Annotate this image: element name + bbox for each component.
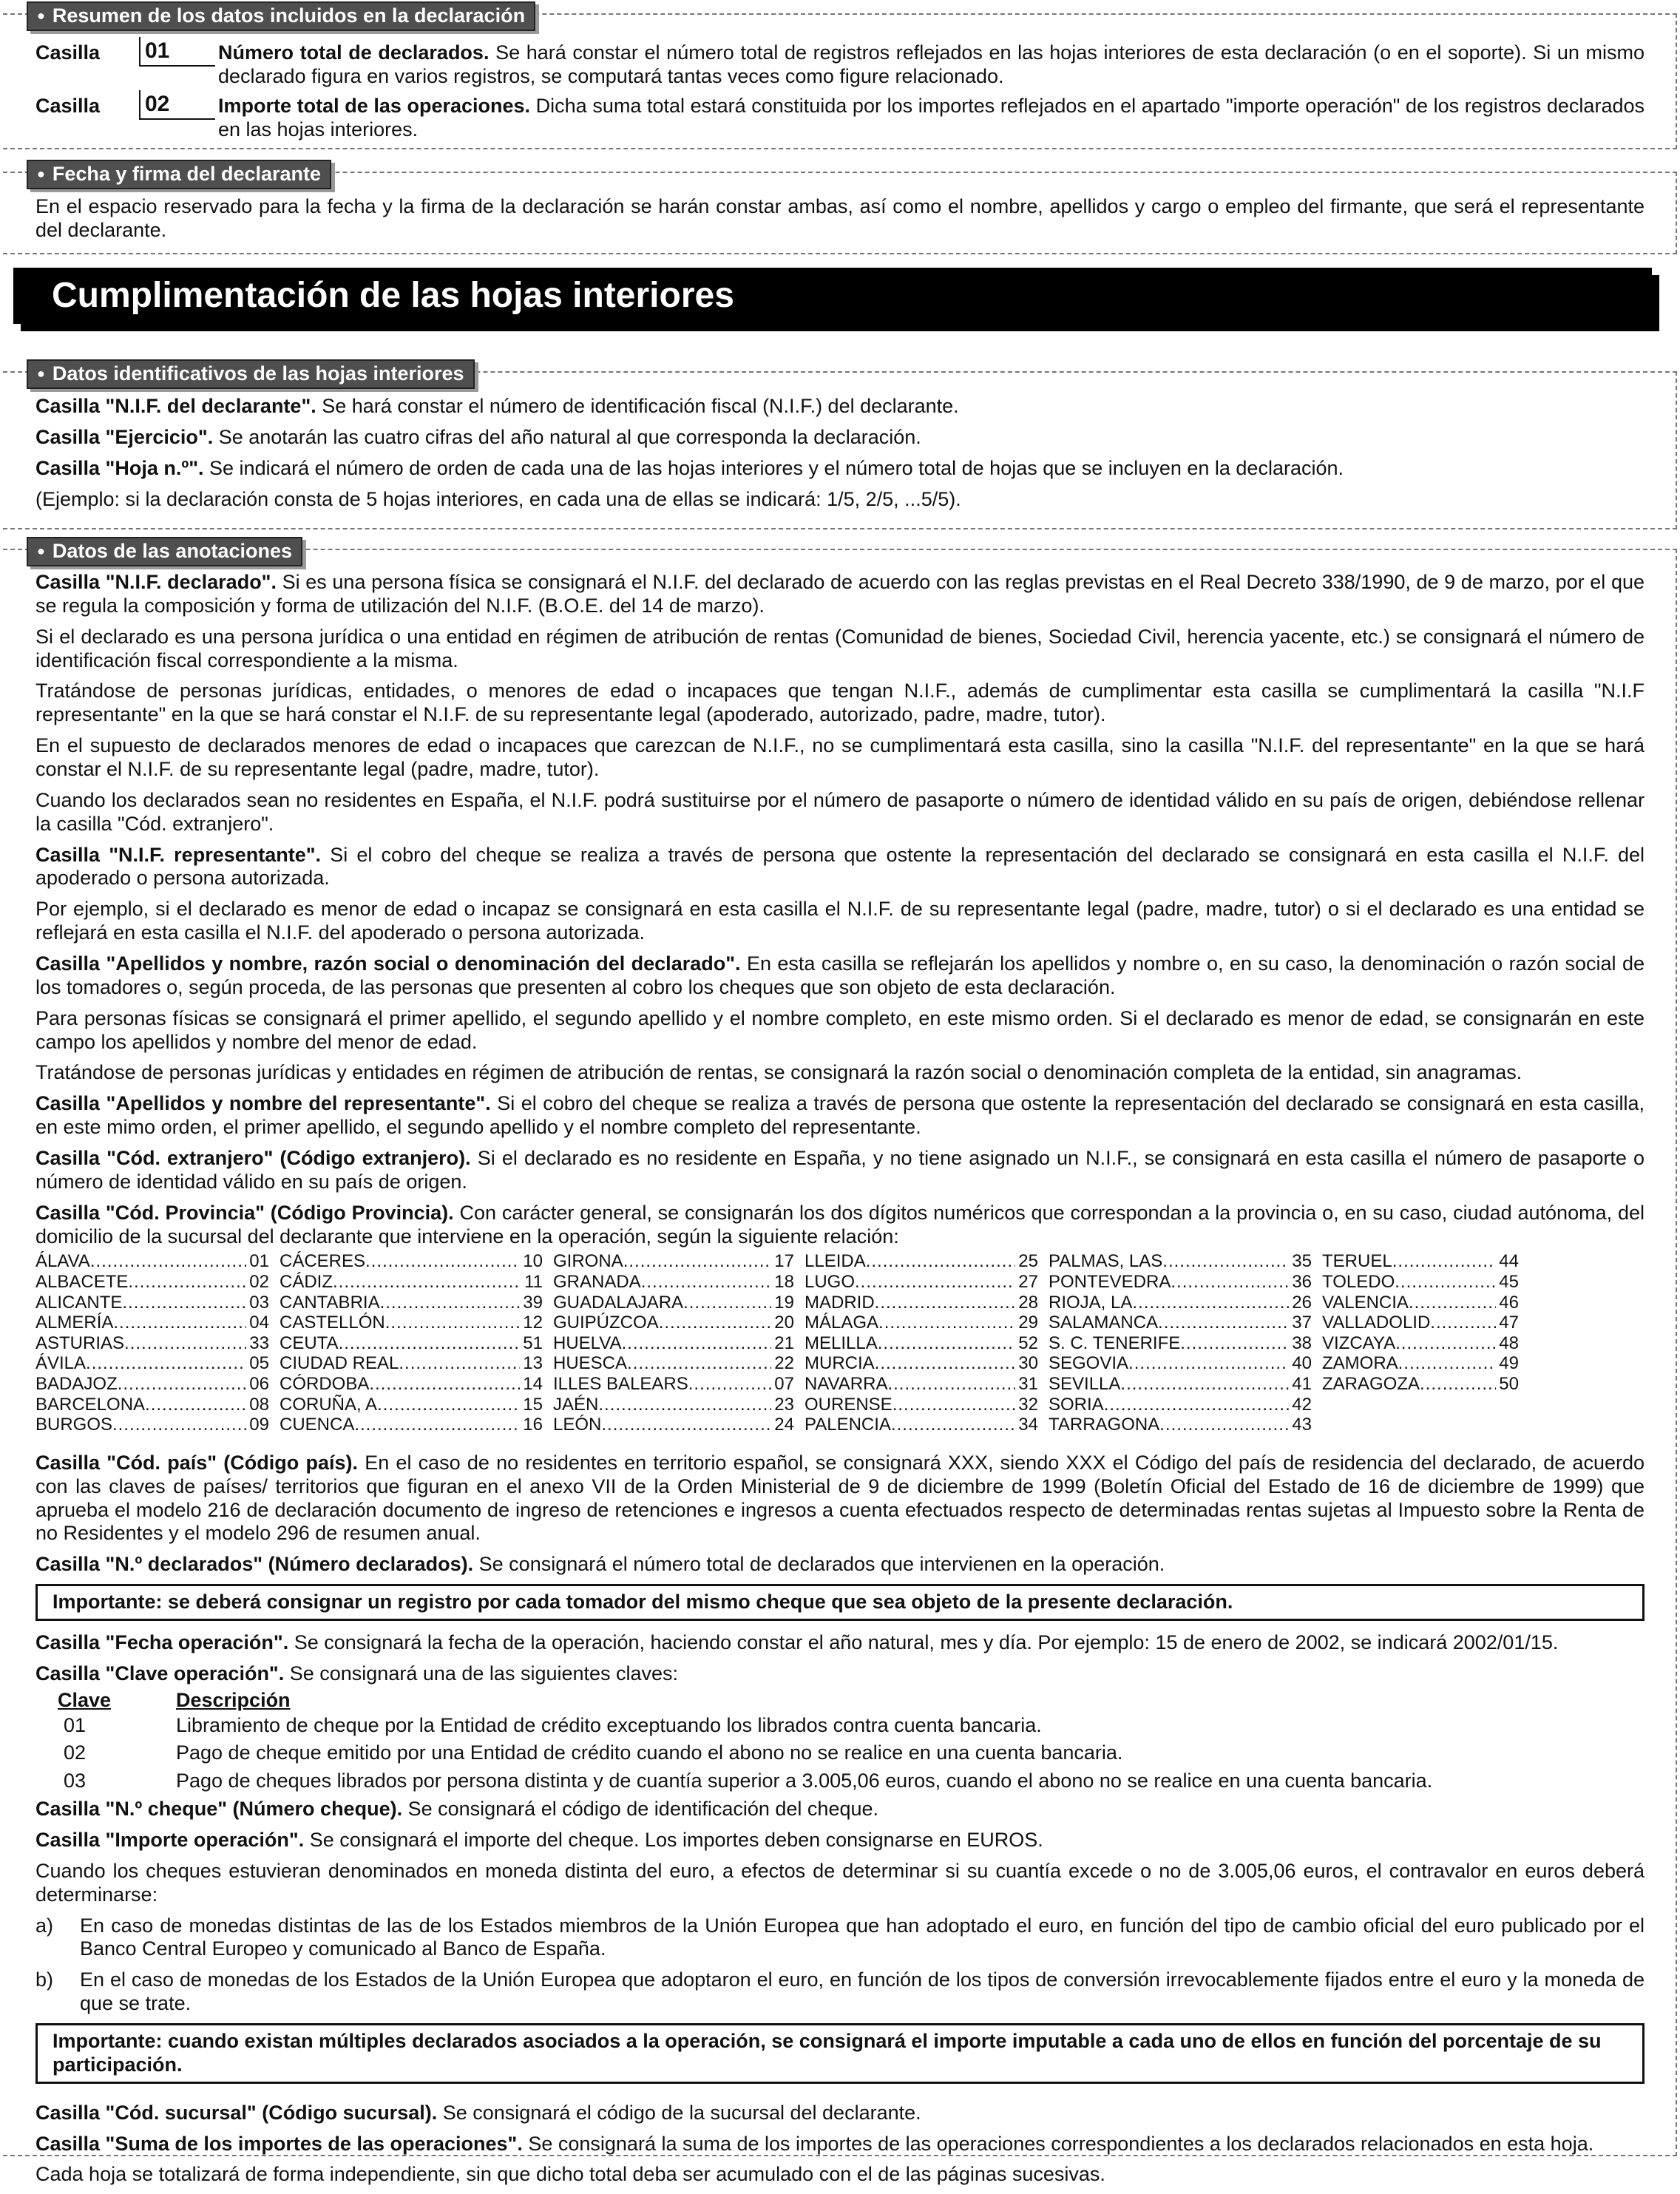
- provincia-entry: [1322, 1293, 1529, 1313]
- paragraph: Casilla "Cód. país" (Código país). En el caso de no residentes en territorio español, se consignará XXX, siendo XXX el Código del país de residencia del declarado, de acuerdo con las claves de países/ territorios que figuran en el anexo VII de la Orden Ministerial de 9 de diciembre de 1999 (Boletín Oficial del Estado de 16 de diciembre de 1999) que aprueba el modelo 216 de declaración documento de ingreso de retenciones e ingresos a cuenta efectuados respecto de determinadas rentas sujetas al Impuesto sobre la Renta de no Residentes y el modelo 296 de resumen anual.: [35, 1451, 1645, 1545]
- leader-dots: [878, 1313, 1015, 1333]
- provincia-name: TOLEDO: [1322, 1272, 1395, 1293]
- leader-dots: [878, 1333, 1016, 1354]
- provincia-name: SEGOVIA: [1049, 1353, 1129, 1374]
- provincia-code: 14: [523, 1374, 543, 1395]
- provincia-name: CUENCA: [280, 1415, 355, 1435]
- leader-dots: [385, 1313, 521, 1333]
- fecha-body: [35, 195, 1645, 250]
- provincia-entry: [35, 1333, 280, 1354]
- provincia-code: 36: [1292, 1272, 1312, 1293]
- provincia-code: 49: [1499, 1353, 1519, 1374]
- provincia-entry: [35, 1251, 280, 1272]
- provincia-entry: [280, 1272, 553, 1293]
- provincia-name: LUGO: [805, 1272, 856, 1293]
- provincia-entry: [35, 1395, 280, 1415]
- leader-dots: [598, 1395, 771, 1415]
- provincia-entry: [1322, 1353, 1529, 1374]
- fecha-text: En el espacio reservado para la fecha y la firma de la declaración se harán constar ambas, así como el nombre, apellidos y cargo o empleo del firmante, que será el representante del declarante.: [35, 195, 1645, 241]
- provincia-code: 48: [1499, 1333, 1519, 1353]
- provincia-name: CÁCERES: [280, 1251, 366, 1272]
- section-title-text: Cumplimentación de las hojas interiores: [52, 275, 734, 315]
- identificativos-header: [27, 359, 475, 389]
- provincia-entry: [35, 1313, 280, 1333]
- provincia-entry: [805, 1333, 1049, 1354]
- leader-dots: [1159, 1415, 1289, 1435]
- clave-header: Clave: [58, 1688, 112, 1711]
- provincia-code: 29: [1018, 1313, 1038, 1333]
- provincia-code: 06: [249, 1374, 269, 1395]
- provincia-entry: [1322, 1395, 1529, 1415]
- provincia-name: ALICANTE: [35, 1292, 123, 1313]
- paragraph: Casilla "Hoja n.º". Se indicará el número de orden de cada una de las hojas interiores y el número total de hojas que se incluyen en la declaración.: [35, 456, 1344, 479]
- paragraph: Casilla "N.º declarados" (Número declarados). Se consignará el número total de declarados que intervienen en la operación.: [35, 1553, 1165, 1576]
- provincia-code: 13: [523, 1353, 543, 1374]
- provincia-name: GRANADA: [553, 1272, 641, 1293]
- paragraph: Casilla "Cód. extranjero" (Código extranjero). Si el declarado es no residente en España, y no tiene asignado un N.I.F., se consignará en esta casilla el número de pasaporte o número de identidad válido en su país de origen.: [35, 1147, 1645, 1193]
- leader-dots: [891, 1415, 1015, 1435]
- provincia-code: 27: [1018, 1272, 1038, 1293]
- provincia-name: SALAMANCA: [1049, 1313, 1159, 1333]
- leader-dots: [1132, 1293, 1289, 1313]
- provincia-name: PALENCIA: [805, 1415, 891, 1435]
- leader-dots: [377, 1395, 520, 1415]
- casilla-title: Importe total de las operaciones.: [218, 95, 531, 117]
- paragraph: Casilla "N.I.F. del declarante". Se hará constar el número de identificación fiscal (N.I.F.) del declarante.: [35, 395, 959, 417]
- provincia-name: ALBACETE: [35, 1272, 129, 1293]
- bullet-icon: ●: [37, 366, 45, 382]
- bullet-icon: ●: [37, 166, 45, 182]
- leader-dots: [627, 1353, 771, 1374]
- provincia-name: CANTABRIA: [280, 1292, 380, 1313]
- paragraph: Cada hoja se totalizará de forma independiente, sin que dicho total deba ser acumulado con el de las páginas sucesivas.: [35, 2163, 1105, 2186]
- provincia-name: PONTEVEDRA: [1049, 1272, 1171, 1293]
- paragraph: En el supuesto de declarados menores de edad o incapaces que carezcan de N.I.F., no se cumplimentará esta casilla, sino la casilla "N.I.F. del representante" en la que se hará constar el N.I.F. de su representante legal (padre, madre, tutor).: [35, 734, 1645, 781]
- provincia-entry: [280, 1333, 553, 1354]
- provincia-name: VALENCIA: [1322, 1292, 1409, 1313]
- leader-dots: [659, 1313, 772, 1333]
- provincia-code: 34: [1018, 1415, 1038, 1435]
- provincia-name: GIRONA: [553, 1251, 623, 1272]
- provincia-entry: [1322, 1374, 1529, 1395]
- provincia-entry: [553, 1313, 805, 1333]
- provincia-code: 12: [523, 1313, 543, 1333]
- leader-dots: [866, 1251, 1016, 1272]
- leader-dots: [1104, 1395, 1290, 1415]
- provincia-code: 33: [249, 1333, 269, 1353]
- provincia-entry: [805, 1395, 1049, 1415]
- leader-dots: [122, 1293, 246, 1313]
- leader-dots: [1171, 1272, 1289, 1293]
- anotaciones-body: [35, 571, 1645, 2194]
- leader-dots: [892, 1395, 1016, 1415]
- leader-dots: [1395, 1272, 1496, 1293]
- provincia-entry: [805, 1313, 1049, 1333]
- leader-dots: [1392, 1251, 1497, 1272]
- leader-dots: [1430, 1313, 1496, 1333]
- provincia-code: 11: [524, 1272, 543, 1293]
- provincia-entry: [1322, 1251, 1529, 1272]
- provincia-name: PALMAS, LAS: [1049, 1251, 1163, 1272]
- leader-dots: [113, 1313, 246, 1333]
- provincia-name: BADAJOZ: [35, 1374, 118, 1395]
- provincia-entry: [280, 1251, 553, 1272]
- paragraph: (Ejemplo: si la declaración consta de 5 hojas interiores, en cada una de ellas se indicará: 1/5, 2/5, ...5/5).: [35, 487, 961, 510]
- provincia-name: RIOJA, LA: [1049, 1292, 1133, 1313]
- paragraph: Tratándose de personas jurídicas, entidades, o menores de edad o incapaces que tengan N.I.F., además de cumplimentar esta casilla se cumplimentará la casilla "N.I.F representante" en la que se hará constar el N.I.F. de su representante legal (apoderado, autorizado, padre, madre, tutor).: [35, 680, 1645, 726]
- provincia-entry: [553, 1395, 805, 1415]
- importante-box: Importante: cuando existan múltiples declarados asociados a la operación, se consignará el importe imputable a cada uno de ellos en función del porcentaje de su participación.: [35, 2023, 1645, 2084]
- leader-dots: [641, 1272, 772, 1293]
- leader-dots: [1398, 1353, 1497, 1374]
- casilla-label: Casilla: [35, 95, 101, 117]
- fecha-header: [27, 160, 331, 189]
- provincia-entry: [1049, 1395, 1322, 1415]
- provincia-name: S. C. TENERIFE: [1049, 1333, 1181, 1353]
- leader-dots: [601, 1415, 771, 1435]
- provincia-code: 37: [1292, 1313, 1312, 1333]
- provincia-entry: [1322, 1333, 1529, 1354]
- provincia-code: 23: [774, 1394, 794, 1415]
- leader-dots: [118, 1374, 247, 1395]
- bullet-icon: ●: [37, 544, 45, 559]
- leader-dots: [875, 1353, 1016, 1374]
- provincia-name: JAÉN: [553, 1394, 599, 1415]
- provincia-entry: [805, 1272, 1049, 1293]
- provincia-name: TERUEL: [1322, 1251, 1392, 1272]
- provincia-code: 45: [1499, 1272, 1519, 1293]
- paragraph: Para personas físicas se consignará el primer apellido, el segundo apellido y el nombre completo, en este mismo orden. Si el declarado es menor de edad, se consignarán en este campo los apellidos y nombre del menor de edad.: [35, 1006, 1645, 1053]
- provincia-code: 04: [249, 1313, 269, 1333]
- provincia-name: CÁDIZ: [280, 1272, 333, 1293]
- list-item: a) En caso de monedas distintas de las de los Estados miembros de la Unión Europea que han adoptado el euro, en función del tipo de cambio oficial del euro publicado por el Banco Central Europeo y comunicado al Banco de España.: [35, 1914, 1645, 1960]
- leader-dots: [1180, 1333, 1289, 1354]
- provincia-entry: [553, 1374, 805, 1395]
- provincia-name: SEVILLA: [1049, 1374, 1121, 1395]
- provincia-entry: [805, 1251, 1049, 1272]
- provincia-entry: [280, 1374, 553, 1395]
- casilla-label: Casilla: [35, 41, 101, 64]
- clave-row: 02 Pago de cheque emitido por una Entidad de crédito cuando el abono no se realice en una cuenta bancaria.: [64, 1741, 1123, 1764]
- provincia-name: GUADALAJARA: [553, 1292, 684, 1313]
- provincia-entry: [35, 1415, 280, 1435]
- paragraph: Casilla "Importe operación". Se consignará el importe del cheque. Los importes deben consignarse en EUROS.: [35, 1829, 1043, 1851]
- leader-dots: [1158, 1313, 1289, 1333]
- provincia-name: LEÓN: [553, 1415, 602, 1435]
- provincia-code: 43: [1292, 1415, 1312, 1435]
- leader-dots: [112, 1415, 246, 1435]
- provincia-code: 05: [249, 1353, 269, 1374]
- provincia-name: HUESCA: [553, 1353, 628, 1374]
- provincia-code: 40: [1292, 1353, 1312, 1374]
- leader-dots: [354, 1415, 520, 1435]
- provincia-code: 38: [1292, 1333, 1312, 1353]
- casilla-01-row: [35, 38, 1645, 89]
- paragraph: Casilla "Suma de los importes de las operaciones". Se consignará la suma de los importes de las operaciones correspondientes a los declarados relacionados en esta hoja.: [35, 2132, 1594, 2155]
- provincia-code: 21: [774, 1333, 794, 1353]
- provincia-code: 52: [1018, 1333, 1038, 1353]
- leader-dots: [365, 1251, 520, 1272]
- provincia-code: 19: [774, 1292, 794, 1313]
- provincia-name: VALLADOLID: [1322, 1313, 1431, 1333]
- provincia-entry: [35, 1272, 280, 1293]
- paragraph: Si el declarado es una persona jurídica o una entidad en régimen de atribución de rentas (Comunidad de bienes, Sociedad Civil, herencia yacente, etc.) se consignará el número de identificación fiscal correspondiente a la misma.: [35, 625, 1645, 671]
- casilla-text: Se hará constar el número total de registros reflejados en las hojas interiores de esta declaración (o en el soporte). Si un mismo declarado figura en varios registros, se computará tantas veces como figure relacionado.: [218, 41, 1645, 87]
- leader-dots: [855, 1272, 1015, 1293]
- provincias-table: [35, 1251, 1645, 1435]
- leader-dots: [683, 1293, 771, 1313]
- provincia-entry: [1049, 1353, 1322, 1374]
- resumen-header: [27, 1, 535, 31]
- provincia-name: MÁLAGA: [805, 1313, 879, 1333]
- leader-dots: [1128, 1353, 1289, 1374]
- provincia-entry: [805, 1374, 1049, 1395]
- provincia-code: 31: [1018, 1374, 1038, 1395]
- paragraph: Tratándose de personas jurídicas y entidades en régimen de atribución de rentas, se consignará la razón social o denominación completa de la entidad, sin anagramas.: [35, 1061, 1522, 1084]
- provincia-entry: [1049, 1272, 1322, 1293]
- provincia-code: 41: [1292, 1374, 1312, 1395]
- provincia-code: 02: [249, 1272, 269, 1293]
- bullet-icon: ●: [37, 8, 45, 24]
- provincia-name: HUELVA: [553, 1333, 622, 1353]
- provincia-name: CÓRDOBA: [280, 1374, 370, 1395]
- paragraph: Casilla "N.I.F. declarado". Si es una persona física se consignará el N.I.F. del declarado de acuerdo con las reglas previstas en el Real Decreto 338/1990, de 9 de marzo, por el que se regula la composición y forma de utilización del N.I.F. (B.O.E. del 14 de marzo).: [35, 571, 1645, 617]
- provincia-entry: [553, 1272, 805, 1293]
- provincia-entry: [1049, 1293, 1322, 1313]
- provincia-entry: [1049, 1374, 1322, 1395]
- paragraph: Casilla "Cód. sucursal" (Código sucursal). Se consignará el código de la sucursal del declarante.: [35, 2101, 921, 2124]
- provincia-entry: [1049, 1415, 1322, 1435]
- provincia-entry: [280, 1395, 553, 1415]
- provincia-code: 30: [1018, 1353, 1038, 1374]
- claves-table: [35, 1689, 1645, 1793]
- provincia-code: 39: [523, 1292, 543, 1313]
- provincia-entry: [553, 1415, 805, 1435]
- provincia-code: 28: [1018, 1292, 1038, 1313]
- provincia-name: ALMERÍA: [35, 1313, 114, 1333]
- provincia-code: 16: [523, 1415, 543, 1435]
- section-title: [13, 268, 1652, 324]
- casilla-text: Dicha suma total estará constituida por los importes reflejados en el apartado "importe operación" de los registros declarados en las hojas interiores.: [218, 95, 1645, 140]
- provincia-code: 10: [523, 1251, 543, 1272]
- provincia-name: CORUÑA, A: [280, 1394, 378, 1415]
- provincia-name: ÁLAVA: [35, 1251, 90, 1272]
- identificativos-header-label: Datos identificativos de las hojas interiores: [52, 362, 464, 385]
- provincia-entry: [280, 1415, 553, 1435]
- leader-dots: [1409, 1293, 1496, 1313]
- paragraph: Casilla "Apellidos y nombre, razón social o denominación del declarado". En esta casilla se reflejarán los apellidos y nombre o, en su caso, la denominación o razón social de los tomadores o, según proceda, de las personas que presenten al cobro los cheques que son objeto de esta declaración.: [35, 952, 1645, 998]
- provincia-name: MELILLA: [805, 1333, 878, 1353]
- leader-dots: [887, 1374, 1015, 1395]
- list-item: b) En el caso de monedas de los Estados de la Unión Europea que adoptaron el euro, en función de los tipos de conversión irrevocablemente fijados entre el euro y la moneda de que se trate.: [35, 1968, 1645, 2015]
- paragraph: Casilla "Fecha operación". Se consignará la fecha de la operación, haciendo constar el año natural, mes y día. Por ejemplo: 15 de enero de 2002, se indicará 2002/01/15.: [35, 1631, 1559, 1653]
- provincia-code: 03: [249, 1292, 269, 1313]
- provincia-entry: [805, 1415, 1049, 1435]
- leader-dots: [1162, 1251, 1289, 1272]
- paragraph: Casilla "Apellidos y nombre del representante". Si el cobro del cheque se realiza a través de persona que ostente la representación del declarado se consignará en esta casilla, en este mimo orden, el primer apellido, el segundo apellido y el nombre completo del representante.: [35, 1092, 1645, 1139]
- provincia-entry: [280, 1313, 553, 1333]
- provincia-entry: [553, 1293, 805, 1313]
- casilla-description: [215, 95, 1645, 142]
- leader-dots: [399, 1353, 520, 1374]
- provincia-code: 25: [1018, 1251, 1038, 1272]
- resumen-header-label: Resumen de los datos incluidos en la declaración: [52, 4, 526, 27]
- provincia-code: 20: [774, 1313, 794, 1333]
- provincia-name: MURCIA: [805, 1353, 875, 1374]
- provincia-entry: [805, 1293, 1049, 1313]
- provincia-code: 15: [523, 1394, 543, 1415]
- provincia-code: 08: [249, 1394, 269, 1415]
- provincia-name: BURGOS: [35, 1415, 113, 1435]
- provincia-entry: [35, 1293, 280, 1313]
- provincia-entry: [1049, 1313, 1322, 1333]
- leader-dots: [1395, 1333, 1496, 1354]
- leader-dots: [86, 1353, 246, 1374]
- provincia-entry: [1322, 1313, 1529, 1333]
- provincia-code: 01: [249, 1251, 269, 1272]
- provincia-code: 22: [774, 1353, 794, 1374]
- casilla-description: [215, 41, 1645, 89]
- provincia-name: BARCELONA: [35, 1394, 146, 1415]
- leader-dots: [688, 1374, 772, 1395]
- provincia-name: CEUTA: [280, 1333, 339, 1353]
- provincia-entry: [553, 1353, 805, 1374]
- paragraph: Casilla "Ejercicio". Se anotarán las cuatro cifras del año natural al que corresponda la declaración.: [35, 425, 921, 448]
- leader-dots: [380, 1293, 521, 1313]
- provincia-code: 50: [1499, 1374, 1519, 1395]
- provincia-code: 26: [1292, 1292, 1312, 1313]
- provincia-code: 47: [1499, 1313, 1519, 1333]
- leader-dots: [1420, 1374, 1496, 1395]
- provincia-entry: [280, 1293, 553, 1313]
- identificativos-body: [35, 395, 1645, 518]
- paragraph: Casilla "Clave operación". Se consignará una de las siguientes claves:: [35, 1662, 679, 1685]
- provincia-code: 07: [774, 1374, 794, 1395]
- provincia-code: 24: [774, 1415, 794, 1435]
- provincia-code: 09: [249, 1415, 269, 1435]
- leader-dots: [621, 1333, 771, 1354]
- provincia-name: SORIA: [1049, 1394, 1104, 1415]
- leader-dots: [145, 1395, 246, 1415]
- provincia-entry: [1322, 1415, 1529, 1435]
- provincia-entry: [35, 1374, 280, 1395]
- provincia-code: 32: [1018, 1394, 1038, 1415]
- leader-dots: [339, 1333, 521, 1354]
- provincia-name: CASTELLÓN: [280, 1313, 385, 1333]
- paragraph: Cuando los cheques estuvieran denominados en moneda distinta del euro, a efectos de determinar si su cuantía excede o no de 3.005,06 euros, el contravalor en euros deberá determinarse:: [35, 1859, 1645, 1906]
- provincia-name: LLEIDA: [805, 1251, 866, 1272]
- provincia-name: ZAMORA: [1322, 1353, 1398, 1374]
- provincia-code: 35: [1292, 1251, 1312, 1272]
- provincia-name: TARRAGONA: [1049, 1415, 1160, 1435]
- leader-dots: [875, 1293, 1016, 1313]
- provincia-entry: [805, 1353, 1049, 1374]
- provincia-entry: [280, 1353, 553, 1374]
- provincia-entry: [553, 1251, 805, 1272]
- provincia-code: 51: [523, 1333, 543, 1353]
- provincia-code: 42: [1292, 1394, 1312, 1415]
- provincia-name: ASTURIAS: [35, 1333, 125, 1353]
- casilla-number: 01: [139, 37, 215, 67]
- provincia-code: 44: [1499, 1251, 1519, 1272]
- anotaciones-header: [27, 537, 302, 566]
- importante-box: Importante: se deberá consignar un registro por cada tomador del mismo cheque que sea objeto de la presente declaración.: [35, 1584, 1645, 1621]
- leader-dots: [124, 1333, 246, 1354]
- descripcion-header: Descripción: [176, 1688, 291, 1711]
- leader-dots: [128, 1272, 246, 1293]
- provincia-entry: [35, 1353, 280, 1374]
- paragraph: Cuando los declarados sean no residentes en España, el N.I.F. podrá sustituirse por el número de pasaporte o número de identidad válido en su país de origen, debiéndose rellenar la casilla "Cód. extranjero".: [35, 788, 1645, 835]
- provincia-name: ZARAGOZA: [1322, 1374, 1420, 1395]
- casilla-number: 02: [139, 90, 215, 120]
- provincia-name: ILLES BALEARS: [553, 1374, 688, 1395]
- provincia-code: 17: [774, 1251, 794, 1272]
- casilla-title: Número total de declarados.: [218, 41, 490, 64]
- anotaciones-header-label: Datos de las anotaciones: [52, 540, 292, 563]
- leader-dots: [90, 1251, 246, 1272]
- leader-dots: [1120, 1374, 1289, 1395]
- provincia-name: CIUDAD REAL: [280, 1353, 399, 1374]
- casilla-02-row: [35, 92, 1645, 142]
- provincia-entry: [1322, 1272, 1529, 1293]
- provincia-code: 46: [1499, 1292, 1519, 1313]
- provincia-entry: [553, 1333, 805, 1354]
- provincia-name: GUIPÚZCOA: [553, 1313, 659, 1333]
- leader-dots: [623, 1251, 772, 1272]
- clave-row: 03 Pago de cheques librados por persona distinta y de cuantía superior a 3.005,06 euros, cuando el abono no se realice en una cuenta bancaria.: [64, 1770, 1433, 1792]
- provincia-name: VIZCAYA: [1322, 1333, 1396, 1353]
- claves-header: [58, 1689, 1645, 1713]
- paragraph: Casilla "Cód. Provincia" (Código Provincia). Con carácter general, se consignarán los dos dígitos numéricos que correspondan a la provincia o, en su caso, ciudad autónoma, del domicilio de la sucursal del declarante que interviene en la operación, según la siguiente relación:: [35, 1201, 1645, 1247]
- provincia-entry: [1049, 1251, 1322, 1272]
- provincia-code: 18: [774, 1272, 794, 1293]
- leader-dots: [369, 1374, 520, 1395]
- fecha-header-label: Fecha y firma del declarante: [52, 163, 322, 186]
- paragraph: Casilla "N.º cheque" (Número cheque). Se consignará el código de identificación del cheque.: [35, 1798, 879, 1821]
- paragraph: Por ejemplo, si el declarado es menor de edad o incapaz se consignará en esta casilla el N.I.F. de su representante legal (padre, madre, tutor) o si el declarado es una entidad se reflejará en esta casilla el N.I.F. del apoderado o persona autorizada.: [35, 898, 1645, 944]
- provincia-name: MADRID: [805, 1292, 875, 1313]
- clave-row: 01 Libramiento de cheque por la Entidad de crédito exceptuando los librados contra cuenta bancaria.: [64, 1713, 1042, 1736]
- provincia-entry: [1049, 1333, 1322, 1354]
- provincia-name: NAVARRA: [805, 1374, 888, 1395]
- leader-dots: [333, 1272, 521, 1293]
- provincia-name: ÁVILA: [35, 1353, 87, 1374]
- provincia-name: OURENSE: [805, 1394, 892, 1415]
- paragraph: Casilla "N.I.F. representante". Si el cobro del cheque se realiza a través de persona que ostente la representación del declarado se consignará en esta casilla el N.I.F. del apoderado o persona autorizada.: [35, 843, 1645, 890]
